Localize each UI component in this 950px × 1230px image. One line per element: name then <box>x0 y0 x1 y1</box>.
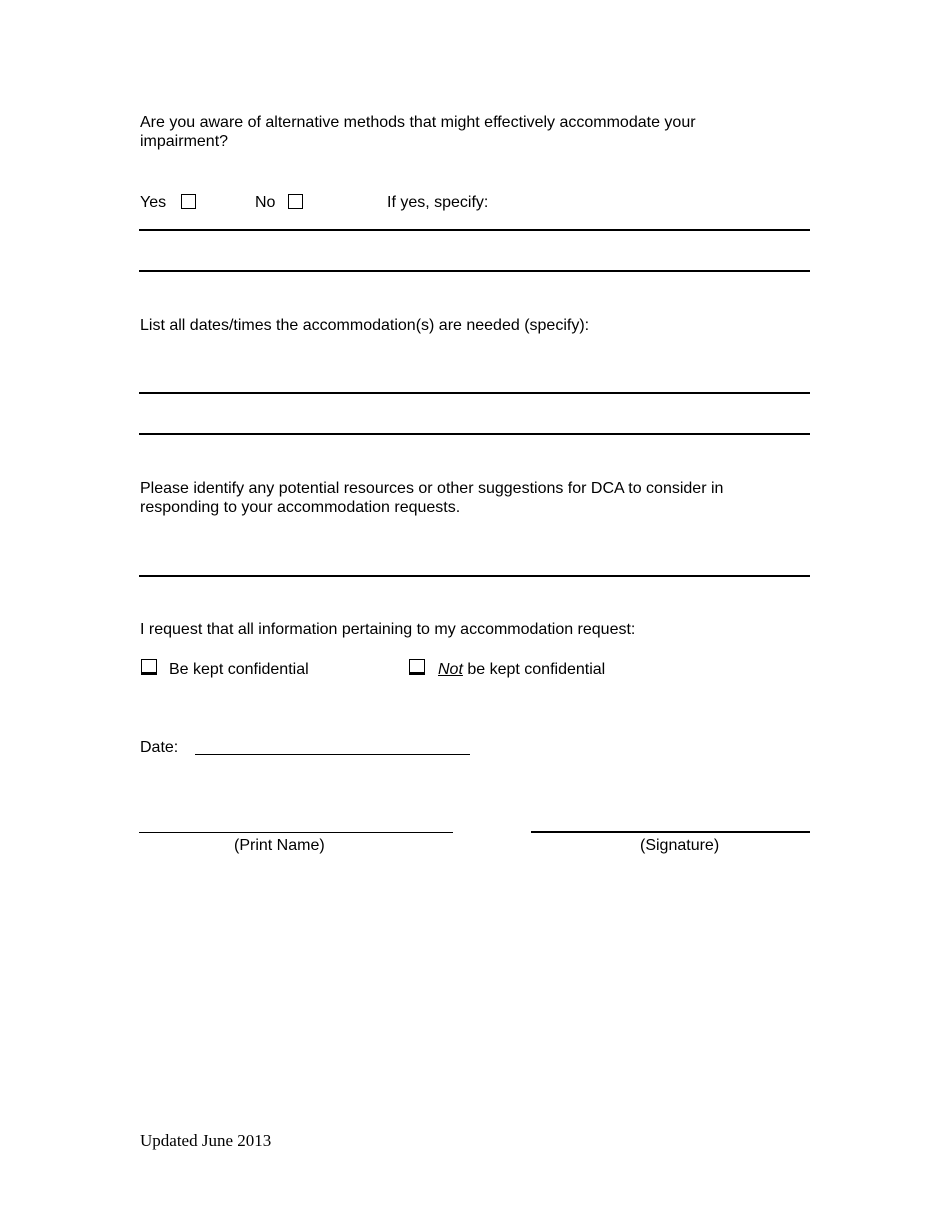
date-label: Date: <box>140 739 179 756</box>
confidential-option-label: Be kept confidential <box>169 661 309 678</box>
alternative-methods-question: Are you aware of alternative methods that might effectively accommodate your impairment? <box>140 114 696 150</box>
resources-question: Please identify any potential resources or other suggestions for DCA to consider in responding to your accommodation requests. <box>140 480 724 516</box>
not-confidential-rest: be kept confidential <box>462 661 606 678</box>
no-checkbox[interactable] <box>288 194 303 209</box>
signature-label: (Signature) <box>640 837 720 854</box>
yes-label: Yes <box>140 194 167 211</box>
not-confidential-option-label <box>438 660 605 679</box>
not-confidential-checkbox[interactable] <box>409 659 425 675</box>
print-name-line[interactable] <box>139 832 453 833</box>
dates-line-2[interactable] <box>139 433 810 435</box>
dates-times-question: List all dates/times the accommodation(s) are needed (specify): <box>140 317 590 334</box>
no-label: No <box>255 194 276 211</box>
specify-line-1[interactable] <box>139 229 810 231</box>
specify-line-2[interactable] <box>139 270 810 272</box>
confidential-checkbox[interactable] <box>141 659 157 675</box>
confidentiality-question: I request that all information pertaining to my accommodation request: <box>140 621 636 638</box>
yes-checkbox[interactable] <box>181 194 196 209</box>
resources-line[interactable] <box>139 575 810 577</box>
date-line[interactable] <box>195 754 470 755</box>
updated-date-footer: Updated June 2013 <box>140 1131 272 1150</box>
dates-line-1[interactable] <box>139 392 810 394</box>
print-name-label: (Print Name) <box>234 837 325 854</box>
if-yes-specify-label: If yes, specify: <box>387 194 489 211</box>
signature-line[interactable] <box>531 831 810 833</box>
not-emphasis: Not <box>438 661 463 678</box>
